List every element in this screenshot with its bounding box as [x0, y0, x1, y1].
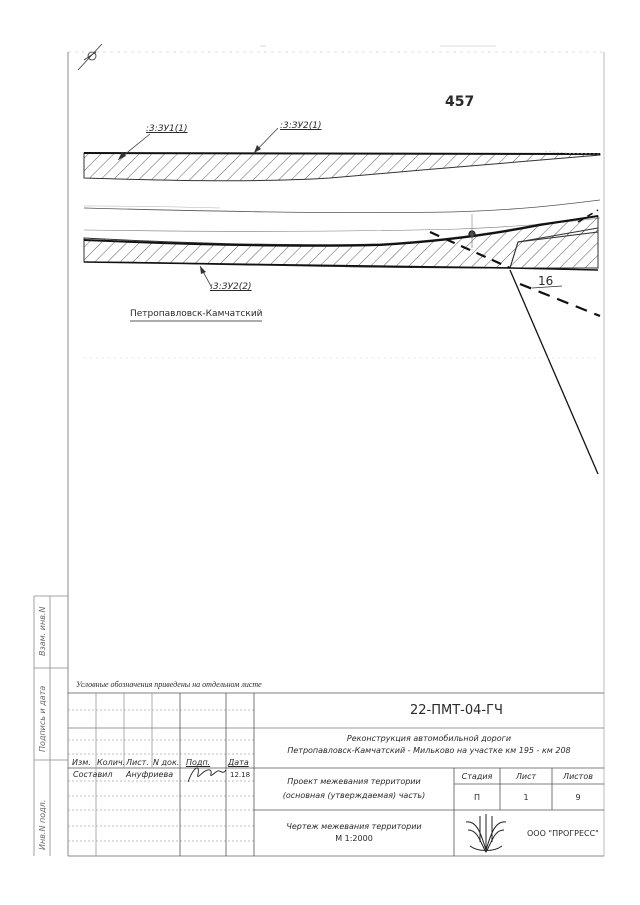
stage-value: П: [473, 793, 480, 802]
sheets-header: Листов: [563, 772, 593, 781]
col-izm: Изм.: [72, 758, 91, 767]
margin-label-instead-inv: Взам. инв.N: [38, 606, 47, 656]
label-parcel-16: 16: [538, 274, 554, 288]
sheet-value: 1: [523, 793, 529, 802]
hatched-strip-top: [84, 153, 600, 181]
label-zu2-bottom: :3:ЗУ2(2): [210, 282, 252, 292]
col-podp: Подп.: [186, 758, 211, 767]
stage-header: Стадия: [461, 772, 493, 781]
page-number: 457: [445, 94, 475, 110]
col-list: Лист.: [126, 758, 149, 767]
legend-note: Условные обозначения приведены на отдельном листе: [76, 680, 262, 689]
compiled-role: Составил: [73, 770, 113, 779]
compiled-date: 12.18: [230, 771, 251, 779]
col-kolich: Колич.: [97, 758, 126, 767]
sheets-value: 9: [575, 793, 581, 802]
col-ndok: N док.: [153, 758, 180, 767]
project-title-line1: Реконструкция автомобильной дороги: [346, 734, 512, 743]
signature: [188, 768, 226, 782]
north-arrow-icon: [78, 44, 102, 70]
company-logo: [466, 814, 506, 852]
compiled-name: Ануфриева: [126, 770, 174, 779]
drawing-name-line1: Чертеж межевания территории: [286, 822, 422, 831]
city-label: Петропавловск-Камчатский: [130, 309, 263, 319]
sheet-header: Лист: [515, 772, 537, 781]
project-title-line2: Петропавловск-Камчатский - Мильково на участке км 195 - км 208: [287, 746, 571, 755]
doc-title-line2: (основная (утверждаемая) часть): [282, 791, 426, 800]
label-zu1: :3:ЗУ1(1): [146, 124, 188, 134]
margin-label-inv-no: Инв.N подл.: [38, 799, 47, 850]
company-name: ООО "ПРОГРЕСС": [527, 829, 599, 838]
margin-label-sign-date: Подпись и дата: [38, 685, 47, 752]
col-data: Дата: [228, 758, 249, 767]
doc-title-line1: Проект межевания территории: [287, 777, 421, 786]
label-zu2-top: :3:ЗУ2(1): [280, 121, 322, 131]
doc-code: 22-ПМТ-04-ГЧ: [410, 703, 503, 718]
drawing-name-line2: М 1:2000: [335, 834, 373, 843]
